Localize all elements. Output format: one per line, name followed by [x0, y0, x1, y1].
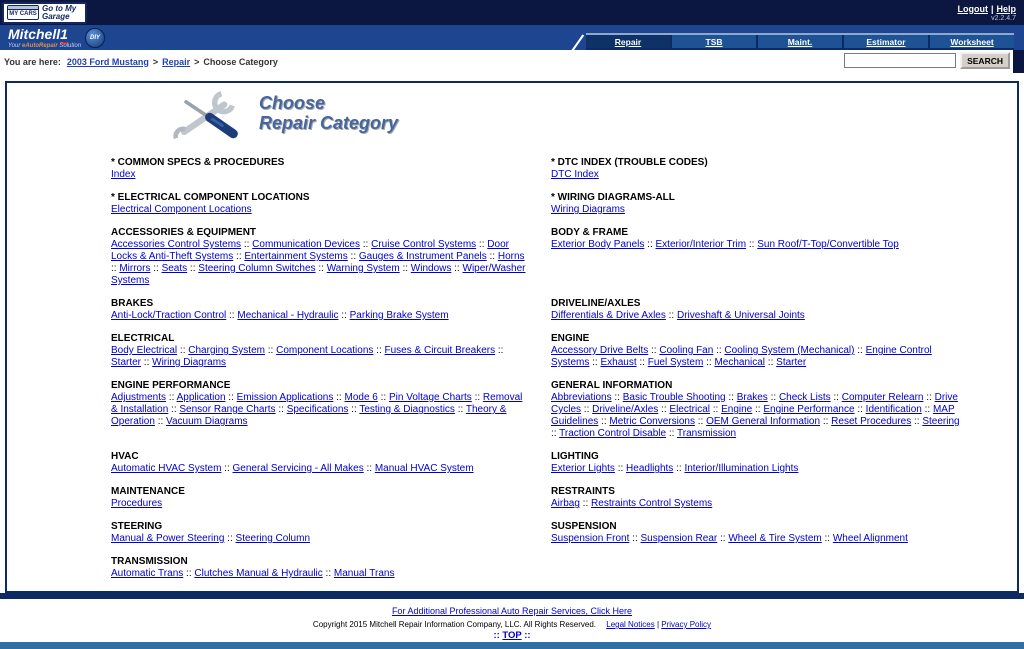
- category-cell-right: [551, 451, 967, 486]
- category-link[interactable]: Fuel System: [647, 357, 704, 368]
- breadcrumb-separator: >: [194, 56, 200, 67]
- category-cell-right: [551, 521, 967, 556]
- category-link[interactable]: DTC Index: [551, 169, 599, 180]
- category-heading: SUSPENSION: [551, 521, 617, 532]
- category-heading: TRANSMISSION: [111, 556, 188, 567]
- category-link[interactable]: Exterior Lights: [551, 463, 615, 474]
- link-separator: ::: [454, 404, 466, 415]
- category-link[interactable]: Component Locations: [276, 345, 374, 356]
- link-separator: ::: [765, 357, 777, 368]
- right-edge-decoration: [1013, 50, 1024, 73]
- link-separator: ::: [338, 310, 350, 321]
- category-cell-left: [111, 556, 551, 591]
- link-separator: ::: [709, 404, 722, 415]
- category-heading: MAINTENANCE: [111, 486, 185, 497]
- link-separator: ::: [821, 533, 833, 544]
- link-separator: ::: [752, 404, 764, 415]
- legal-link-legal-notices[interactable]: Legal Notices: [606, 620, 655, 629]
- link-separator: ::: [241, 239, 253, 250]
- category-links: [551, 392, 967, 440]
- category-links: [551, 533, 967, 545]
- category-link[interactable]: Theory & Operation: [111, 404, 507, 427]
- category-row: [111, 521, 1017, 556]
- category-links: [111, 463, 527, 475]
- tab-tsb[interactable]: TSB: [672, 35, 756, 48]
- breadcrumb-current: Choose Category: [203, 56, 278, 67]
- link-separator: ::: [154, 416, 167, 427]
- category-link[interactable]: Exterior/Interior Trim: [655, 239, 747, 250]
- link-separator: ::: [629, 533, 641, 544]
- link-separator: ::: [611, 392, 623, 403]
- search-area: [844, 52, 1010, 69]
- category-link[interactable]: Wheel & Tire System: [728, 533, 822, 544]
- category-link[interactable]: Manual & Power Steering: [111, 533, 225, 544]
- crossed-tools-icon: [167, 91, 245, 141]
- category-link[interactable]: Airbag: [551, 498, 580, 509]
- logo-text: Mitchell: [8, 26, 61, 42]
- tab-slash-decoration: [570, 36, 584, 50]
- link-separator: ::: [746, 239, 758, 250]
- search-input[interactable]: [844, 53, 956, 68]
- category-row: [111, 298, 1017, 333]
- link-separator: ::: [177, 345, 189, 356]
- category-heading: HVAC: [111, 451, 139, 462]
- link-separator: ::: [348, 404, 360, 415]
- link-separator: ::: [830, 392, 842, 403]
- category-link[interactable]: Traction Control Disable: [559, 428, 667, 439]
- link-separator: ::: [614, 463, 627, 474]
- category-link[interactable]: Interior/Illumination Lights: [684, 463, 799, 474]
- category-link[interactable]: Suspension Front: [551, 533, 630, 544]
- logout-link[interactable]: Logout: [957, 3, 988, 14]
- link-separator: ::: [703, 357, 715, 368]
- category-link[interactable]: Electrical: [669, 404, 710, 415]
- category-link[interactable]: Driveshaft & Universal Joints: [676, 310, 805, 321]
- category-link[interactable]: Headlights: [626, 463, 674, 474]
- tab-bar: [570, 33, 1014, 50]
- category-link[interactable]: Steering: [922, 416, 960, 427]
- version-label: v2.2.4.7: [991, 14, 1016, 22]
- category-cell-right: [551, 486, 967, 521]
- category-link[interactable]: Body Electrical: [111, 345, 178, 356]
- category-heading: GENERAL INFORMATION: [551, 380, 673, 391]
- category-link[interactable]: Fuses & Circuit Breakers: [384, 345, 496, 356]
- category-link[interactable]: Vacuum Diagrams: [166, 416, 248, 427]
- category-link[interactable]: Automatic HVAC System: [111, 463, 222, 474]
- category-heading: RESTRAINTS: [551, 486, 615, 497]
- category-link[interactable]: Specifications: [286, 404, 349, 415]
- category-link[interactable]: Gauges & Instrument Panels: [358, 251, 487, 262]
- category-link[interactable]: Warning System: [326, 263, 400, 274]
- topbar-right: [957, 4, 1016, 22]
- category-grid: [7, 147, 1017, 591]
- link-separator: ::: [168, 404, 180, 415]
- category-link[interactable]: Electrical Component Locations: [111, 204, 252, 215]
- category-link[interactable]: Accessories Control Systems: [111, 239, 242, 250]
- top-bar: [0, 0, 1024, 25]
- category-cell-left: [111, 486, 551, 521]
- breadcrumb-row: [0, 50, 1024, 73]
- category-links: [551, 204, 967, 216]
- category-link[interactable]: Windows: [410, 263, 452, 274]
- link-separator: ::: [322, 568, 334, 579]
- category-row: [111, 556, 1017, 591]
- category-links: [551, 463, 967, 475]
- category-link[interactable]: Reset Procedures: [831, 416, 912, 427]
- category-links: [111, 169, 527, 181]
- tab-worksheet[interactable]: Worksheet: [930, 35, 1014, 48]
- category-link[interactable]: Wiring Diagrams: [152, 357, 227, 368]
- main-content-box: [5, 81, 1019, 593]
- logo-tagline: Your eAutoRepair Solution: [8, 43, 82, 49]
- category-heading: * COMMON SPECS & PROCEDURES: [111, 157, 285, 168]
- category-link[interactable]: Charging System: [188, 345, 265, 356]
- category-links: [111, 204, 527, 216]
- category-cell-right: [551, 380, 967, 451]
- category-row: [111, 380, 1017, 451]
- category-cell-left: [111, 521, 551, 556]
- category-link[interactable]: Driveline/Axles: [592, 404, 659, 415]
- category-link[interactable]: Mode 6: [344, 392, 378, 403]
- category-heading: * WIRING DIAGRAMS-ALL: [551, 192, 675, 203]
- category-heading: ENGINE PERFORMANCE: [111, 380, 231, 391]
- link-separator: ::: [767, 392, 779, 403]
- category-link[interactable]: Removal & Installation: [111, 392, 523, 415]
- category-link[interactable]: Wheel Alignment: [832, 533, 908, 544]
- category-link[interactable]: Seats: [161, 263, 188, 274]
- link-separator: ::: [854, 345, 866, 356]
- category-cell-left: [111, 192, 551, 227]
- link-separator: ::: [713, 345, 725, 356]
- category-cell-left: [111, 157, 551, 192]
- copyright-text: Copyright 2015 Mitchell Repair Information Company, LLC. All Rights Reserved.: [312, 620, 597, 629]
- category-cell-right: [551, 227, 967, 298]
- category-link[interactable]: Index: [111, 169, 136, 180]
- category-links: [111, 392, 527, 428]
- link-separator: ::: [377, 392, 389, 403]
- category-link[interactable]: Steering Column Switches: [198, 263, 316, 274]
- category-link[interactable]: Steering Column: [235, 533, 311, 544]
- category-link[interactable]: Cruise Control Systems: [371, 239, 477, 250]
- top-link[interactable]: TOP: [502, 630, 522, 641]
- category-links: [111, 345, 527, 369]
- logo-one: 1: [60, 26, 68, 42]
- category-link[interactable]: Computer Relearn: [841, 392, 924, 403]
- category-link[interactable]: Engine: [721, 404, 753, 415]
- link-separator: ::: [581, 404, 593, 415]
- search-button[interactable]: SEARCH: [960, 52, 1010, 69]
- category-link[interactable]: Check Lists: [778, 392, 831, 403]
- license-plate-icon: [7, 5, 39, 20]
- link-separator: ::: [923, 392, 935, 403]
- category-link[interactable]: Exhaust: [600, 357, 637, 368]
- category-link[interactable]: Suspension Rear: [640, 533, 718, 544]
- category-link[interactable]: Basic Trouble Shooting: [622, 392, 726, 403]
- category-cell-right: [551, 192, 967, 227]
- link-separator: ::: [166, 392, 177, 403]
- link-separator: ::: [183, 568, 195, 579]
- breadcrumb-repair-link[interactable]: Repair: [162, 56, 191, 67]
- tab-estimator[interactable]: Estimator: [844, 35, 928, 48]
- plate-label: MY CARS: [9, 11, 37, 17]
- link-separator: ::: [233, 251, 245, 262]
- category-cell-right: [551, 298, 967, 333]
- category-links: [551, 345, 967, 369]
- link-separator: ::: [636, 357, 648, 368]
- copyright-line: [0, 620, 1024, 629]
- link-separator: ::: [221, 463, 233, 474]
- link-separator: ::: [471, 392, 483, 403]
- category-link[interactable]: Metric Conversions: [609, 416, 695, 427]
- category-links: [551, 239, 967, 251]
- garage-button-label: Go to My Garage: [42, 3, 77, 21]
- link-separator: ::: [399, 263, 411, 274]
- category-links: [111, 310, 527, 322]
- category-links: [111, 533, 527, 545]
- link-separator: ::: [665, 310, 677, 321]
- mitchell1-logo[interactable]: [8, 26, 105, 49]
- topbar-divider: |: [990, 3, 994, 14]
- link-separator: ::: [347, 251, 359, 262]
- link-separator: ::: [141, 357, 153, 368]
- category-link[interactable]: MAP Guidelines: [551, 404, 955, 427]
- category-row: [111, 486, 1017, 521]
- category-cell-left: [111, 333, 551, 380]
- link-separator: ::: [226, 310, 238, 321]
- category-link[interactable]: Engine Control Systems: [551, 345, 932, 368]
- link-separator: ::: [725, 392, 737, 403]
- category-link[interactable]: Clutches Manual & Hydraulic: [194, 568, 323, 579]
- category-cell-left: [111, 298, 551, 333]
- link-separator: ::: [673, 463, 685, 474]
- category-heading: STEERING: [111, 521, 163, 532]
- category-heading: ACCESSORIES & EQUIPMENT: [111, 227, 257, 238]
- category-links: [111, 568, 527, 580]
- link-separator: ::: [187, 263, 199, 274]
- page-title: Choose Repair Category: [259, 93, 399, 133]
- category-link[interactable]: Wiper/Washer Systems: [111, 263, 526, 286]
- go-to-my-garage-button[interactable]: [2, 2, 87, 24]
- help-link[interactable]: Help: [996, 3, 1016, 14]
- link-separator: ::: [264, 345, 277, 356]
- category-cell-left: [111, 451, 551, 486]
- category-link[interactable]: Automatic Trans: [111, 568, 184, 579]
- link-separator: ::: [854, 404, 866, 415]
- category-row: [111, 192, 1017, 227]
- link-separator: ::: [495, 345, 504, 356]
- link-separator: ::: [275, 404, 287, 415]
- diy-globe-icon: DIY: [85, 28, 105, 48]
- link-separator: ::: [224, 533, 236, 544]
- page-title-block: [167, 91, 1017, 141]
- category-heading: * DTC INDEX (TROUBLE CODES): [551, 157, 708, 168]
- link-separator: ::: [551, 428, 560, 439]
- category-link[interactable]: Sensor Range Charts: [179, 404, 276, 415]
- category-link[interactable]: Brakes: [736, 392, 768, 403]
- link-separator: ::: [315, 263, 327, 274]
- tab-repair[interactable]: Repair: [586, 35, 670, 48]
- category-row: [111, 157, 1017, 192]
- link-separator: ::: [486, 251, 498, 262]
- link-separator: ::: [644, 239, 656, 250]
- category-link[interactable]: Adjustments: [111, 392, 167, 403]
- link-separator: ::: [451, 263, 463, 274]
- top-link-line: :: TOP ::: [493, 630, 531, 641]
- category-link[interactable]: Engine Performance: [763, 404, 855, 415]
- category-link[interactable]: OEM General Information: [706, 416, 821, 427]
- category-link[interactable]: Testing & Diagnostics: [359, 404, 455, 415]
- category-link[interactable]: Transmission: [677, 428, 737, 439]
- category-heading: ENGINE: [551, 333, 590, 344]
- link-separator: ::: [911, 416, 923, 427]
- category-link[interactable]: Manual HVAC System: [374, 463, 474, 474]
- link-separator: ::: [333, 392, 345, 403]
- category-heading: ELECTRICAL: [111, 333, 175, 344]
- link-separator: ::: [598, 416, 610, 427]
- bottom-blue-strip: [0, 642, 1024, 649]
- category-cell-right: [551, 157, 967, 192]
- category-links: [551, 498, 967, 510]
- additional-services-link[interactable]: For Additional Professional Auto Repair Services, Click Here: [391, 606, 633, 616]
- link-separator: ::: [658, 404, 670, 415]
- link-separator: ::: [666, 428, 677, 439]
- category-link[interactable]: Starter: [111, 357, 142, 368]
- link-separator: ::: [579, 498, 592, 509]
- category-links: [551, 310, 967, 322]
- category-link[interactable]: Entertainment Systems: [244, 251, 348, 262]
- category-link[interactable]: Door Locks & Anti-Theft Systems: [111, 239, 509, 262]
- category-link[interactable]: Communication Devices: [252, 239, 360, 250]
- category-link[interactable]: Mirrors: [119, 263, 151, 274]
- category-link[interactable]: Cooling System (Mechanical): [724, 345, 855, 356]
- link-separator: ::: [373, 345, 385, 356]
- breadcrumb-prefix: You are here:: [4, 56, 61, 67]
- category-link[interactable]: General Servicing - All Makes: [232, 463, 364, 474]
- brand-band: [0, 25, 1024, 50]
- link-separator: ::: [363, 463, 375, 474]
- category-link[interactable]: Manual Trans: [333, 568, 395, 579]
- category-link[interactable]: Differentials & Drive Axles: [551, 310, 666, 321]
- link-separator: ::: [717, 533, 729, 544]
- category-row: [111, 451, 1017, 486]
- category-cell-left: [111, 227, 551, 298]
- category-cell-left: [111, 380, 551, 451]
- breadcrumb-separator: >: [152, 56, 159, 67]
- category-link[interactable]: Horns: [497, 251, 525, 262]
- link-separator: ::: [360, 239, 372, 250]
- category-row: [111, 227, 1017, 298]
- link-separator: ::: [648, 345, 660, 356]
- category-link[interactable]: Identification: [865, 404, 922, 415]
- category-link[interactable]: Anti-Lock/Traction Control: [111, 310, 227, 321]
- category-link[interactable]: Accessory Drive Belts: [551, 345, 649, 356]
- category-link[interactable]: Mechanical: [714, 357, 766, 368]
- link-separator: ::: [225, 392, 237, 403]
- category-link[interactable]: Exterior Body Panels: [551, 239, 645, 250]
- category-link[interactable]: Wiring Diagrams: [551, 204, 625, 215]
- category-link[interactable]: Cooling Fan: [659, 345, 714, 356]
- category-link[interactable]: Mechanical - Hydraulic: [237, 310, 339, 321]
- category-row: [111, 333, 1017, 380]
- category-heading: BRAKES: [111, 298, 154, 309]
- category-links: [111, 239, 527, 287]
- category-link[interactable]: Drive Cycles: [551, 392, 958, 415]
- link-separator: ::: [111, 263, 120, 274]
- link-separator: ::: [820, 416, 832, 427]
- legal-link-privacy-policy[interactable]: Privacy Policy: [661, 620, 712, 629]
- category-link[interactable]: Parking Brake System: [349, 310, 449, 321]
- category-cell-right: [551, 556, 967, 591]
- tab-maint[interactable]: Maint.: [758, 35, 842, 48]
- link-separator: ::: [694, 416, 707, 427]
- link-separator: ::: [150, 263, 162, 274]
- category-link[interactable]: Pin Voltage Charts: [388, 392, 472, 403]
- category-link[interactable]: Application: [176, 392, 226, 403]
- link-separator: ::: [921, 404, 933, 415]
- category-link[interactable]: Procedures: [111, 498, 163, 509]
- category-link[interactable]: Starter: [776, 357, 807, 368]
- legal-divider: |: [654, 620, 662, 629]
- link-separator: ::: [589, 357, 601, 368]
- category-heading: LIGHTING: [551, 451, 599, 462]
- category-link[interactable]: Sun Roof/T-Top/Convertible Top: [757, 239, 899, 250]
- category-cell-right: [551, 333, 967, 380]
- breadcrumb-vehicle-link[interactable]: 2003 Ford Mustang: [66, 56, 149, 67]
- category-links: [551, 169, 967, 181]
- category-link[interactable]: Emission Applications: [236, 392, 334, 403]
- category-heading: * ELECTRICAL COMPONENT LOCATIONS: [111, 192, 310, 203]
- category-link[interactable]: Abbreviations: [551, 392, 612, 403]
- link-separator: ::: [476, 239, 488, 250]
- category-link[interactable]: Restraints Control Systems: [591, 498, 713, 509]
- footer: [0, 599, 1024, 642]
- category-heading: DRIVELINE/AXLES: [551, 298, 641, 309]
- category-links: [111, 498, 527, 510]
- category-heading: BODY & FRAME: [551, 227, 629, 238]
